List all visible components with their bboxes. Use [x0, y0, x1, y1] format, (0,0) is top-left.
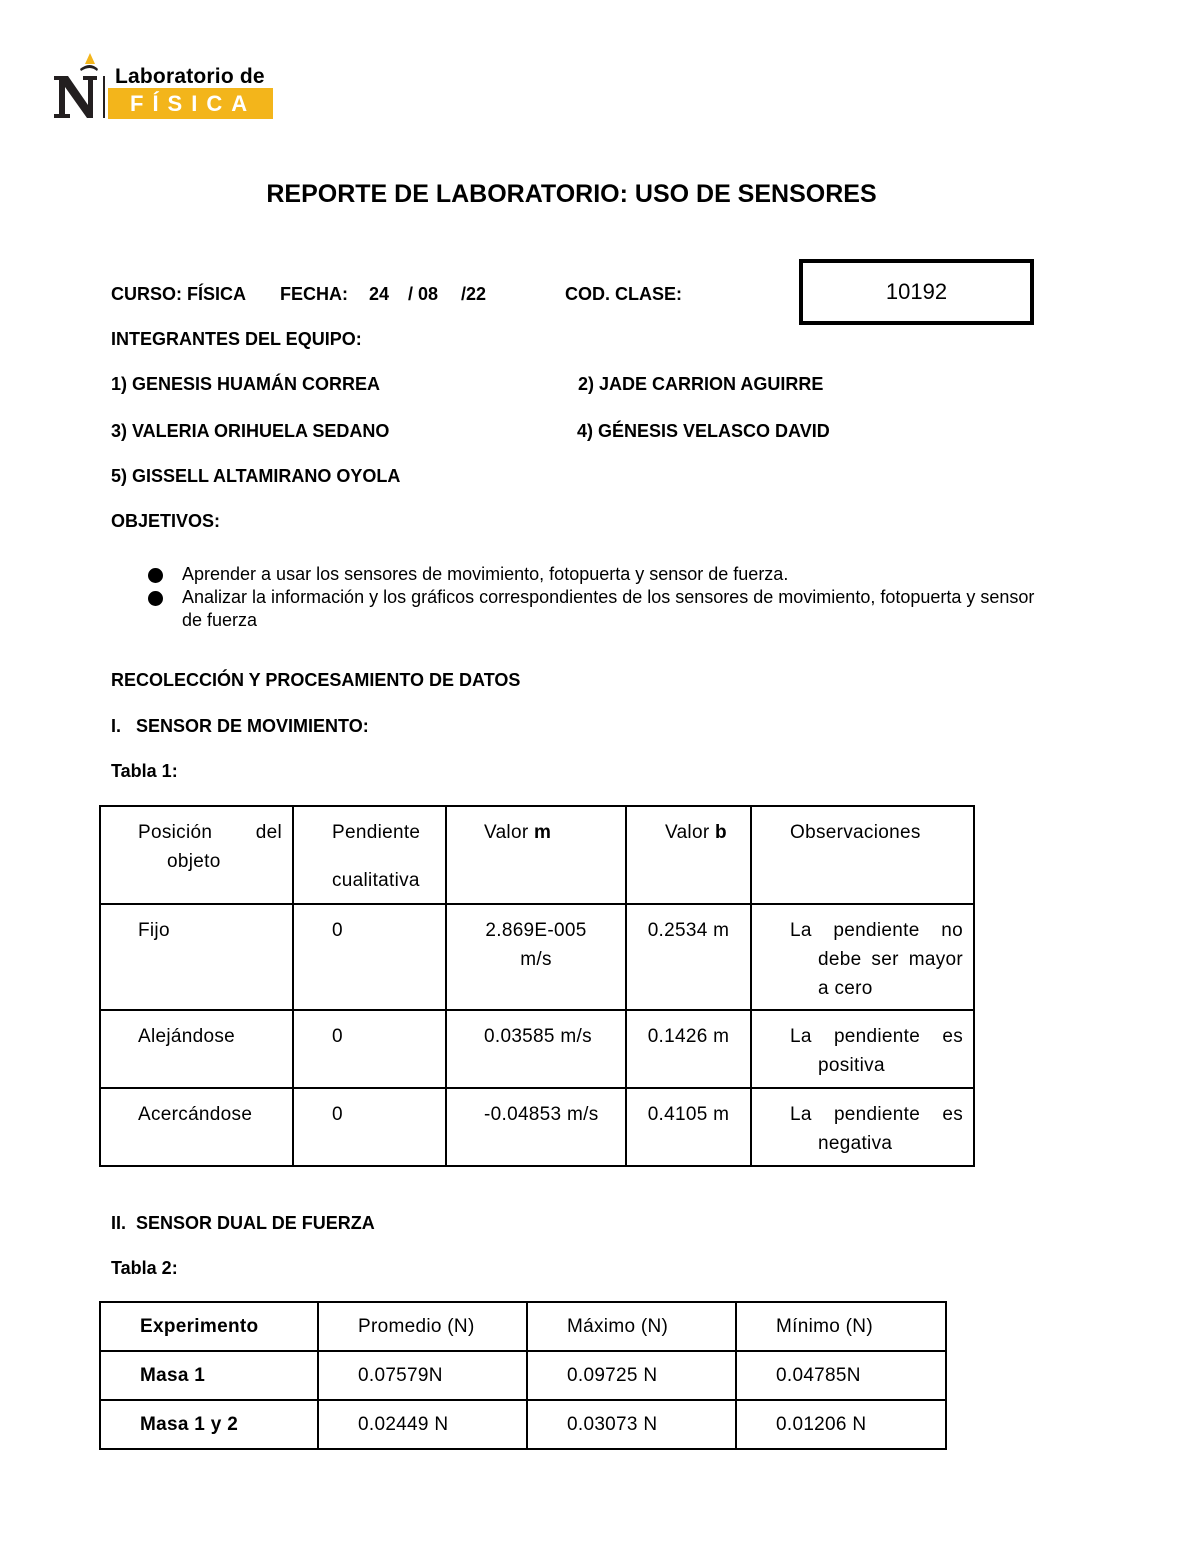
- cell-slope: 0: [293, 1088, 446, 1166]
- header-cell: Experimento: [100, 1302, 318, 1351]
- page-title: REPORTE DE LABORATORIO: USO DE SENSORES: [266, 180, 877, 208]
- cell-position: Acercándose: [100, 1088, 293, 1166]
- cell-position: Alejándose: [100, 1010, 293, 1088]
- cell-average: 0.02449 N: [318, 1400, 527, 1449]
- cell-observation: [751, 904, 974, 1010]
- logo-title: Laboratorio de: [115, 65, 265, 88]
- header-cell: [100, 806, 293, 904]
- objective-text: Analizar la información y los gráficos correspondientes de los sensores de movimiento, fotopuerta y sensor de fuerza: [182, 587, 1035, 630]
- force-sensor-table: [99, 1301, 947, 1450]
- header-text: Observaciones: [790, 822, 921, 843]
- section1-heading: I. SENSOR DE MOVIMIENTO:: [111, 716, 369, 736]
- bullet-icon: [148, 568, 163, 583]
- cell-min: 0.04785N: [736, 1351, 946, 1400]
- cell-value-b: 0.2534 m: [626, 904, 751, 1010]
- team-member: 4) GÉNESIS VELASCO DAVID: [577, 421, 830, 441]
- table-row: [100, 904, 974, 1010]
- table-row: [100, 1400, 946, 1449]
- fecha-label: FECHA:: [280, 284, 348, 304]
- cell-value-m: 0.03585 m/s: [446, 1010, 626, 1088]
- cell-min: 0.01206 N: [736, 1400, 946, 1449]
- header-text: Pendiente: [332, 822, 421, 843]
- cell-average: 0.07579N: [318, 1351, 527, 1400]
- logo-subtitle: FÍSICA: [130, 91, 257, 116]
- header-variable: m: [534, 822, 552, 843]
- data-section-heading: RECOLECCIÓN Y PROCESAMIENTO DE DATOS: [111, 670, 521, 690]
- header-cell: [446, 806, 626, 904]
- cell-observation: [751, 1088, 974, 1166]
- header-cell: Máximo (N): [527, 1302, 736, 1351]
- cell-max: 0.03073 N: [527, 1400, 736, 1449]
- header-cell: [293, 806, 446, 904]
- team-member: 3) VALERIA ORIHUELA SEDANO: [111, 421, 390, 441]
- cod-clase-label: COD. CLASE:: [565, 284, 682, 304]
- bullet-icon: [148, 591, 163, 606]
- header-cell: [751, 806, 974, 904]
- header-cell: Promedio (N): [318, 1302, 527, 1351]
- observation-text: La pendiente es positiva: [790, 1026, 963, 1076]
- motion-sensor-table: [99, 805, 975, 1167]
- cell-value-b: 0.1426 m: [626, 1010, 751, 1088]
- header-text: Posición: [138, 822, 213, 843]
- observation-text: La pendiente es negativa: [790, 1104, 963, 1154]
- objectives-list: [146, 563, 1046, 632]
- cod-clase-box: 10192: [799, 259, 1034, 325]
- cell-max: 0.09725 N: [527, 1351, 736, 1400]
- table-header-row: [100, 1302, 946, 1351]
- header-variable: b: [715, 822, 727, 843]
- table-row: [100, 1088, 974, 1166]
- header-text: Valor: [484, 822, 529, 843]
- header-cell: Mínimo (N): [736, 1302, 946, 1351]
- objectives-heading: OBJETIVOS:: [111, 511, 221, 531]
- cell-slope: 0: [293, 904, 446, 1010]
- cell-position: Fijo: [100, 904, 293, 1010]
- team-heading: INTEGRANTES DEL EQUIPO:: [111, 329, 362, 349]
- table-header-row: [100, 806, 974, 904]
- cell-value-m: 2.869E-005 m/s: [446, 904, 626, 1010]
- objective-text: Aprender a usar los sensores de movimiento, fotopuerta y sensor de fuerza.: [182, 564, 789, 584]
- team-member: 2) JADE CARRION AGUIRRE: [578, 374, 824, 394]
- cell-experiment: Masa 1 y 2: [100, 1400, 318, 1449]
- cell-slope: 0: [293, 1010, 446, 1088]
- cell-value-b: 0.4105 m: [626, 1088, 751, 1166]
- fecha-month: / 08: [408, 284, 439, 304]
- table2-label: Tabla 2:: [111, 1258, 178, 1278]
- list-item: [146, 586, 1046, 632]
- fecha-day: 24: [369, 284, 390, 304]
- curso-label: CURSO: FÍSICA: [111, 284, 246, 304]
- table-row: [100, 1351, 946, 1400]
- header-text: Valor: [665, 822, 710, 843]
- cell-experiment: Masa 1: [100, 1351, 318, 1400]
- team-member: 1) GENESIS HUAMÁN CORREA: [111, 374, 381, 394]
- header-text: del: [255, 822, 282, 843]
- section2-heading: II. SENSOR DUAL DE FUERZA: [111, 1213, 375, 1233]
- header-cell: [626, 806, 751, 904]
- list-item: [146, 563, 1046, 586]
- table1-label: Tabla 1:: [111, 761, 178, 781]
- team-member: 5) GISSELL ALTAMIRANO OYOLA: [111, 466, 401, 486]
- observation-text: La pendiente no debe ser mayor a cero: [790, 920, 963, 999]
- cell-value-m: -0.04853 m/s: [446, 1088, 626, 1166]
- fecha-year: /22: [461, 284, 487, 304]
- header-text: objeto: [167, 851, 221, 872]
- header-text: cualitativa: [332, 870, 420, 891]
- table-row: [100, 1010, 974, 1088]
- cell-observation: [751, 1010, 974, 1088]
